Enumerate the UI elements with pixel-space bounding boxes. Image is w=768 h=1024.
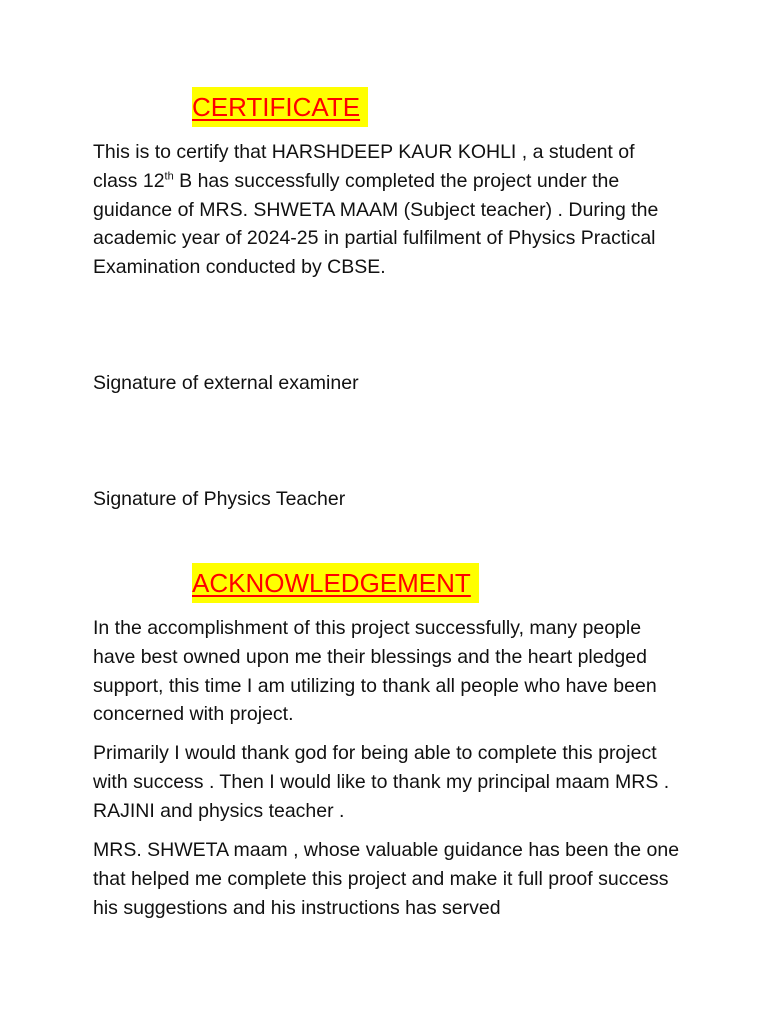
acknowledgement-paragraph-3: MRS. SHWETA maam , whose valuable guidance has been the one that helped me complete this project and make it full proof success his suggestions and his instructions has served bbox=[93, 839, 680, 919]
certificate-paragraph bbox=[93, 138, 683, 282]
certificate-text-end: B has successfully completed the project under the guidance of MRS. SHWETA MAAM (Subject teacher) . During the academic year of 2024-25 in partial fulfilment of Physics Practical Examination conducted by CBSE. bbox=[93, 169, 659, 279]
physics-teacher-signature-label: Signature of Physics Teacher bbox=[93, 488, 346, 510]
acknowledgement-heading: ACKNOWLEDGEMENT bbox=[192, 563, 479, 603]
ordinal-superscript: th bbox=[164, 170, 174, 183]
certificate-heading: CERTIFICATE bbox=[192, 87, 368, 127]
certificate-text-start: This is to certify that HARSHDEEP KAUR KOHLI , a student of class 12 bbox=[93, 141, 635, 192]
acknowledgement-paragraph-2: Primarily I would thank god for being able to complete this project with success . Then I would like to thank my principal maam MRS . RAJINI and physics teacher . bbox=[93, 742, 670, 822]
acknowledgement-paragraph-1: In the accomplishment of this project successfully, many people have best owned upon me their blessings and the heart pledged support, this time I am utilizing to thank all people who have been concerned with project. bbox=[93, 617, 657, 726]
external-examiner-signature-label: Signature of external examiner bbox=[93, 372, 359, 394]
